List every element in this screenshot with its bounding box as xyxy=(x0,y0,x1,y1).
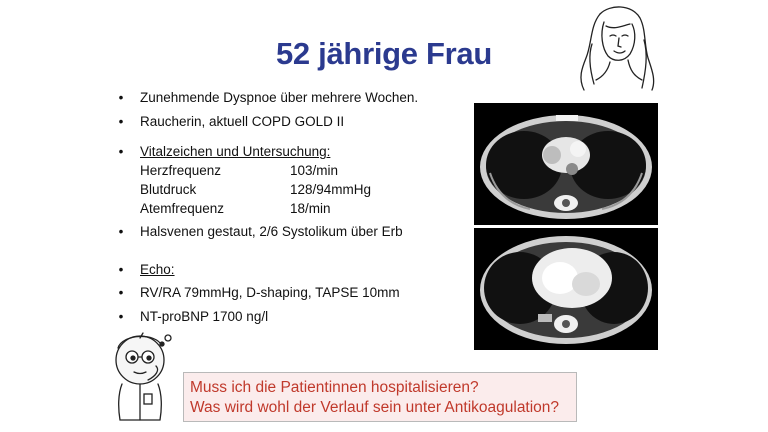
bullet-dot: • xyxy=(118,144,124,159)
vitals-label: Atemfrequenz xyxy=(140,201,225,216)
bullet-dot: • xyxy=(118,114,124,129)
echo-header: Echo: xyxy=(140,262,175,277)
bullet-text: NT-proBNP 1700 ng/l xyxy=(140,309,269,324)
bullet-text: RV/RA 79mmHg, D-shaping, TAPSE 10mm xyxy=(140,285,400,300)
vitals-header: Vitalzeichen und Untersuchung: xyxy=(140,144,331,159)
bullet-text: Raucherin, aktuell COPD GOLD II xyxy=(140,114,345,129)
vitals-label: Herzfrequenz xyxy=(140,163,222,178)
ct-scan-upper-icon xyxy=(474,103,658,225)
vitals-label: Blutdruck xyxy=(140,182,197,197)
bullet-dot: • xyxy=(118,309,124,324)
bullet-dot: • xyxy=(118,262,124,277)
bullet-dot: • xyxy=(118,285,124,300)
bullet-dot: • xyxy=(118,224,124,239)
slide-title: 52 jährige Frau xyxy=(275,36,493,71)
vitals-value: 18/min xyxy=(290,201,331,216)
question-box xyxy=(183,372,577,422)
bullet-text: Halsvenen gestaut, 2/6 Systolikum über Erb xyxy=(140,224,403,239)
ct-scan-lower-icon xyxy=(474,228,658,350)
thinking-doctor-icon xyxy=(104,330,180,422)
bullet-dot: • xyxy=(118,90,124,105)
woman-sketch-icon xyxy=(570,4,660,96)
bullet-text: Zunehmende Dyspnoe über mehrere Wochen. xyxy=(140,90,419,105)
question-line: Was wird wohl der Verlauf sein unter Antikoagulation? xyxy=(190,399,560,416)
vitals-value: 103/min xyxy=(290,163,339,178)
vitals-value: 128/94mmHg xyxy=(290,182,372,197)
question-line: Muss ich die Patientinnen hospitalisieren? xyxy=(190,379,479,396)
